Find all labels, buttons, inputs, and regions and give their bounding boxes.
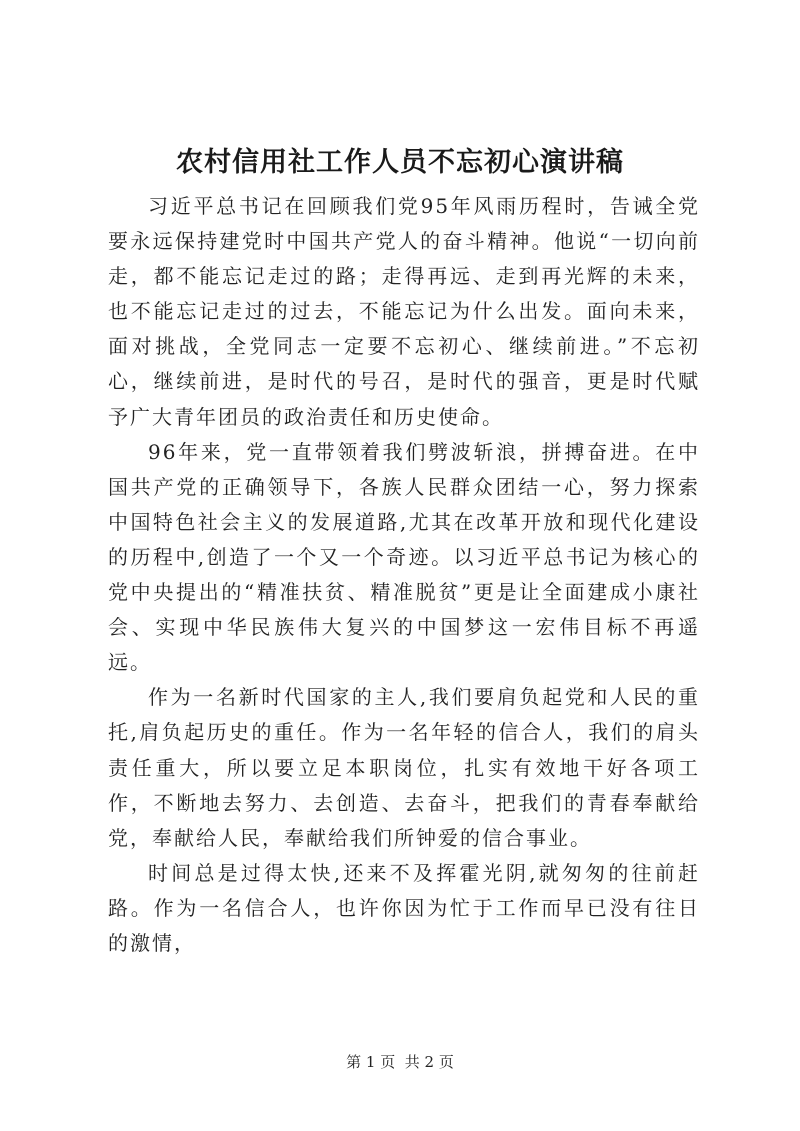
paragraph-4: 时间总是过得太快,还来不及挥霍光阴,就匆匆的往前赶路。作为一名信合人，也许你因为忙于工作而早已没有往日的激情， — [108, 860, 700, 955]
paragraph-1: 习近平总书记在回顾我们党95年风雨历程时，告诫全党要永远保持建党时中国共产党人的奋斗精神。他说“一切向前走，都不能忘记走过的路；走得再远、走到再光辉的未来，也不能忘记走过的过去，不能忘记为什么出发。面向未来，面对挑战，全党同志一定要不忘初心、继续前进。”不忘初心，继续前进，是时代的号召，是时代的强音，更是时代赋予广大青年团员的政治责任和历史使命。 — [108, 194, 700, 429]
document-title: 农村信用社工作人员不忘初心演讲稿 — [176, 147, 624, 178]
paragraph-2: 96年来，党一直带领着我们劈波斩浪，拼搏奋进。在中国共产党的正确领导下，各族人民群众团结一心，努力探索中国特色社会主义的发展道路,尤其在改革开放和现代化建设的历程中,创造了一个又一个奇迹。以习近平总书记为核心的党中央提出的“精准扶贫、精准脱贫”更是让全面建成小康社会、实现中华民族伟大复兴的中国梦这一宏伟目标不再遥远。 — [108, 439, 700, 675]
page-footer — [0, 1051, 800, 1072]
page-number-label: 第 1 页 共 2 页 — [346, 1053, 454, 1071]
document-body — [108, 189, 700, 961]
paragraph-3: 作为一名新时代国家的主人,我们要肩负起党和人民的重托,肩负起历史的重任。作为一名年轻的信合人，我们的肩头责任重大，所以要立足本职岗位，扎实有效地干好各项工作，不断地去努力、去创造、去奋斗，把我们的青春奉献给党，奉献给人民，奉献给我们所钟爱的信合事业。 — [108, 685, 700, 850]
